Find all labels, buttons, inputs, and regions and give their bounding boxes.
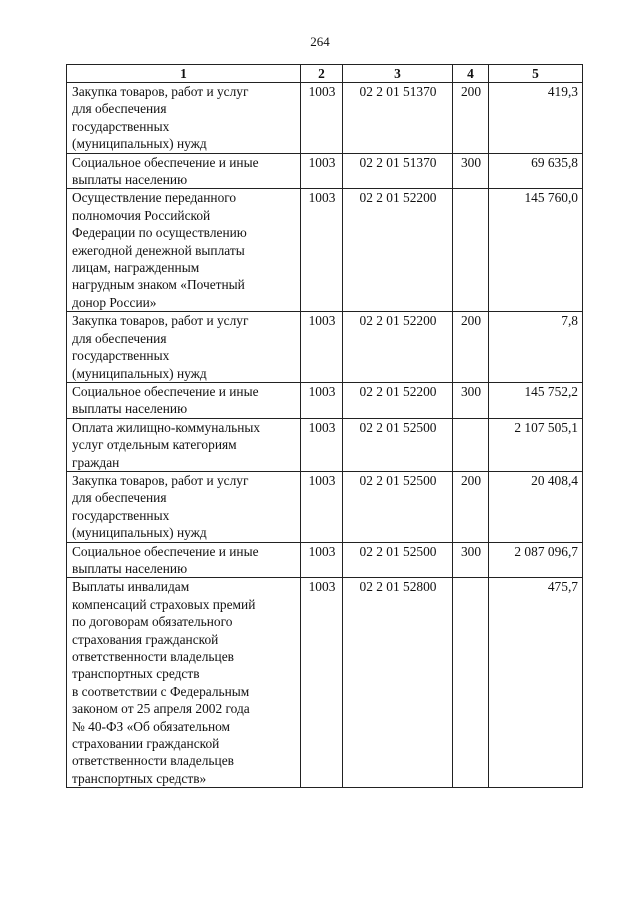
row-section-cell: 1003 xyxy=(301,382,343,418)
table-row xyxy=(67,312,583,383)
table-row xyxy=(67,542,583,578)
row-amount-cell: 20 408,4 xyxy=(489,471,583,542)
table-row xyxy=(67,153,583,189)
budget-table xyxy=(66,64,583,788)
row-target-cell: 02 2 01 52200 xyxy=(343,312,453,383)
row-type-cell xyxy=(453,189,489,312)
row-target-cell: 02 2 01 51370 xyxy=(343,83,453,154)
row-target-cell: 02 2 01 52500 xyxy=(343,471,453,542)
row-name-cell: Социальное обеспечение и иные выплаты населению xyxy=(67,153,301,189)
row-type-cell: 300 xyxy=(453,153,489,189)
row-section-cell: 1003 xyxy=(301,418,343,471)
table-row xyxy=(67,382,583,418)
row-section-cell: 1003 xyxy=(301,312,343,383)
row-section-cell: 1003 xyxy=(301,542,343,578)
row-name-cell: Социальное обеспечение и иные выплаты населению xyxy=(67,382,301,418)
row-name-cell: Выплаты инвалидам компенсаций страховых премий по договорам обязательного страхования гражданской ответственности владельцев транспортных средств в соответствии с Федеральным законом от 25 апреля 2002 года № 40-ФЗ «Об обязательном страховании гражданской ответственности владельцев транспортных средств» xyxy=(67,578,301,788)
row-amount-cell: 2 087 096,7 xyxy=(489,542,583,578)
row-type-cell xyxy=(453,418,489,471)
row-type-cell: 200 xyxy=(453,471,489,542)
row-name-cell: Социальное обеспечение и иные выплаты населению xyxy=(67,542,301,578)
row-section-cell: 1003 xyxy=(301,471,343,542)
row-name-cell: Закупка товаров, работ и услуг для обеспечения государственных (муниципальных) нужд xyxy=(67,312,301,383)
row-amount-cell: 69 635,8 xyxy=(489,153,583,189)
row-amount-cell: 7,8 xyxy=(489,312,583,383)
table-row xyxy=(67,418,583,471)
row-section-cell: 1003 xyxy=(301,578,343,788)
row-type-cell xyxy=(453,578,489,788)
table-row xyxy=(67,578,583,788)
row-amount-cell: 2 107 505,1 xyxy=(489,418,583,471)
row-section-cell: 1003 xyxy=(301,153,343,189)
table-row xyxy=(67,471,583,542)
column-header-3: 3 xyxy=(343,65,453,83)
row-target-cell: 02 2 01 52500 xyxy=(343,542,453,578)
table-header-row xyxy=(67,65,583,83)
row-target-cell: 02 2 01 51370 xyxy=(343,153,453,189)
table-row xyxy=(67,83,583,154)
row-type-cell: 200 xyxy=(453,83,489,154)
row-amount-cell: 419,3 xyxy=(489,83,583,154)
row-section-cell: 1003 xyxy=(301,189,343,312)
row-target-cell: 02 2 01 52200 xyxy=(343,382,453,418)
row-name-cell: Осуществление переданного полномочия Российской Федерации по осуществлению ежегодной денежной выплаты лицам, награжденным нагрудным знаком «Почетный донор России» xyxy=(67,189,301,312)
row-name-cell: Закупка товаров, работ и услуг для обеспечения государственных (муниципальных) нужд xyxy=(67,83,301,154)
row-target-cell: 02 2 01 52800 xyxy=(343,578,453,788)
row-type-cell: 300 xyxy=(453,382,489,418)
row-type-cell: 300 xyxy=(453,542,489,578)
table-row xyxy=(67,189,583,312)
row-target-cell: 02 2 01 52500 xyxy=(343,418,453,471)
column-header-2: 2 xyxy=(301,65,343,83)
column-header-5: 5 xyxy=(489,65,583,83)
row-type-cell: 200 xyxy=(453,312,489,383)
column-header-1: 1 xyxy=(67,65,301,83)
row-amount-cell: 475,7 xyxy=(489,578,583,788)
column-header-4: 4 xyxy=(453,65,489,83)
row-amount-cell: 145 752,2 xyxy=(489,382,583,418)
page-number: 264 xyxy=(310,34,330,49)
row-name-cell: Оплата жилищно-коммунальных услуг отдельным категориям граждан xyxy=(67,418,301,471)
row-amount-cell: 145 760,0 xyxy=(489,189,583,312)
row-target-cell: 02 2 01 52200 xyxy=(343,189,453,312)
row-section-cell: 1003 xyxy=(301,83,343,154)
table-body xyxy=(67,83,583,788)
row-name-cell: Закупка товаров, работ и услуг для обеспечения государственных (муниципальных) нужд xyxy=(67,471,301,542)
